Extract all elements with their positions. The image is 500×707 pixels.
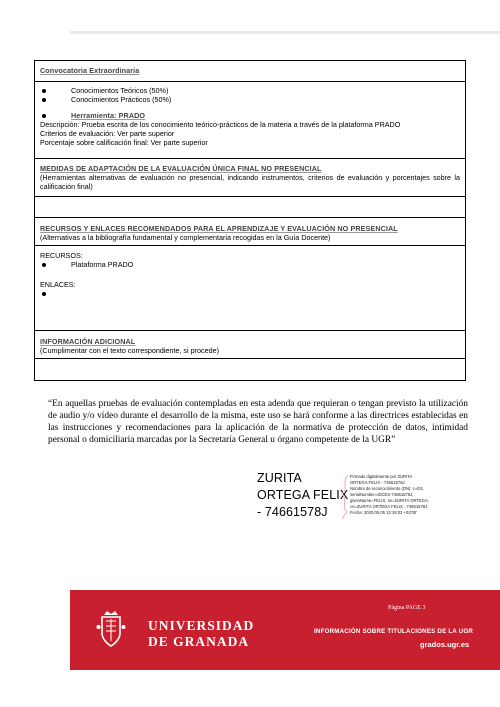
bullet-icon [42,89,46,93]
list-item [40,111,460,120]
recursos-row [35,246,465,331]
medidas-row [35,159,465,197]
ugr-crest-icon [96,609,126,649]
page-number: Página PAGE 3 [388,605,426,611]
university-name-line1: UNIVERSIDAD [148,618,255,633]
list-item [40,289,460,298]
signature-name: ZURITA ORTEGA FELIX - 74661578J [257,471,349,519]
info-body: (Cumplimentar con el texto correspondiente, si procede) [40,346,219,355]
recursos-header-row [35,218,465,246]
grados-link[interactable]: grados.ugr.es [420,640,470,649]
herramienta-header: Herramienta: PRADO [71,111,146,120]
empty-row [35,197,465,218]
recursos-label: RECURSOS: [40,251,83,260]
medidas-header: MEDIDAS DE ADAPTACIÓN DE LA EVALUACIÓN ÚNICA FINAL NO PRESENCIAL [40,164,322,173]
evaluation-details-row [35,82,465,159]
info-header: INFORMACIÓN ADICIONAL [40,337,136,346]
signature-details: Firmado digitalmente por ZURITA ORTEGA FELIX - 74661578J Nombre de reconocimiento (DN): c=ES, serialNumber=IDCES-74661578J, givenName=FELIX, sn=ZURITA ORTEGA, cn=ZURITA ORTEGA FELIX - 74661578J Fecha: 2020.05.05 13:19:03 +02'00' [350,474,429,515]
list-item: Conocimientos Prácticos (50%) [40,95,460,104]
bullet-icon [42,263,46,267]
descripcion-text: Descripción: Prueba escrita de los conocimiento teórico-prácticos de la materia a través de la plataforma PRADO [40,120,401,129]
enlaces-label: ENLACES: [40,280,76,289]
info-row [35,331,465,359]
convocatoria-row [35,61,465,82]
evaluation-table [34,60,466,381]
university-name-line2: DE GRANADA [148,634,250,649]
titulaciones-title: INFORMACIÓN SOBRE TITULACIONES DE LA UGR [314,628,474,635]
header-rule [70,31,500,34]
bullet-icon [42,98,46,102]
list-item: Conocimientos Teóricos (50%) [40,86,460,95]
empty-row [35,359,465,380]
criterios-text: Criterios de evaluación: Ver parte superior [40,129,175,138]
recursos-header: RECURSOS Y ENLACES RECOMENDADOS PARA EL APRENDIZAJE Y EVALUACIÓN NO PRESENCIAL [40,224,398,233]
porcentaje-text: Porcentaje sobre calificación final: Ver parte superior [40,138,208,147]
recursos-body: (Alternativas a la bibliografía fundamental y complementaria recogidas en la Guía Docente) [40,233,331,242]
recurso-prado: Plataforma PRADO [71,260,134,269]
bullet-icon [42,292,46,296]
medidas-body: (Herramientas alternativas de evaluación no presencial, indicando instrumentos, criterios de evaluación y porcentajes sobre la calificación final) [40,173,460,191]
convocatoria-header: Convocatoria Extraordinaria [40,66,140,75]
ugr-footer [70,590,500,670]
list-item [40,260,460,269]
bullet-icon [42,114,46,118]
privacy-quote: “En aquellas pruebas de evaluación contempladas en esta adenda que requieran o tengan previsto la utilización de audio y/o vídeo durante el desarrollo de la misma, este uso se hará conforme a las directrices establecidas en las instrucciones y recomendaciones para la aplicación de la normativa de protección de datos, intimidad personal o domiciliaria marcadas por la Secretaría General u órgano competente de la UGR” [48,399,468,446]
